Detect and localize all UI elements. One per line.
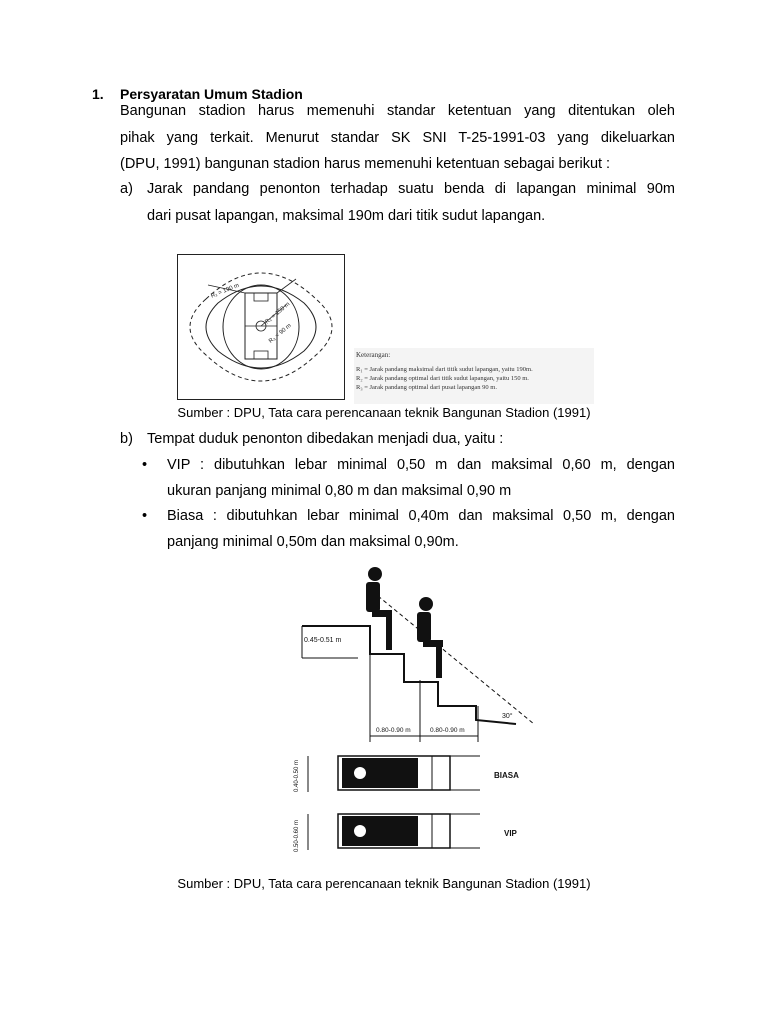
- item-a-label: a): [120, 181, 133, 197]
- sight-line: [378, 596, 534, 724]
- vip-seat-plan: [294, 814, 518, 852]
- bullet-biasa: [142, 503, 675, 555]
- intro-line: (DPU, 1991) bangunan stadion harus memenuhi ketentuan sebagai berikut :: [120, 156, 611, 172]
- legend-title: Keterangan:: [356, 351, 391, 359]
- bullet-line: panjang minimal 0,50m dan maksimal 0,90m.: [167, 534, 459, 550]
- section-number: 1.: [92, 86, 104, 102]
- bullet-line: VIP : dibutuhkan lebar minimal 0,50 m dan maksimal 0,60 m, dengan: [167, 457, 675, 473]
- list-item-a: [120, 176, 675, 229]
- figure2-caption: Sumber : DPU, Tata cara perencanaan teknik Bangunan Stadion (1991): [177, 876, 591, 891]
- bullet-symbol: •: [142, 508, 148, 524]
- vip-label: VIP: [504, 829, 517, 838]
- spectator-figure: [417, 597, 443, 678]
- r2-label: R₂ = 150 m: [264, 301, 292, 326]
- vip-width: 0.50-0.60 m: [294, 819, 300, 852]
- biasa-seat-plan: [294, 756, 519, 792]
- figure1-legend: [354, 348, 594, 404]
- item-b-text: Tempat duduk penonton dibedakan menjadi dua, yaitu :: [147, 431, 504, 447]
- item-a-line: Jarak pandang penonton terhadap suatu benda di lapangan minimal 90m: [147, 181, 675, 197]
- figure1-caption: Sumber : DPU, Tata cara perencanaan teknik Bangunan Stadion (1991): [177, 405, 591, 420]
- bullet-line: ukuran panjang minimal 0,80 m dan maksimal 0,90 m: [167, 483, 512, 499]
- intro-line: Bangunan stadion harus memenuhi standar ketentuan yang ditentukan oleh: [120, 103, 675, 119]
- bullet-vip: [142, 452, 675, 504]
- seating-section-diagram: [280, 560, 540, 870]
- legend-item: R₂ = Jarak pandang optimal dari titik sudut lapangan, yaitu 150 m.: [356, 375, 529, 382]
- legend-item: R₁ = Jarak pandang maksimal dari titik sudut lapangan, yaitu 190m.: [356, 366, 533, 373]
- item-b-label: b): [120, 431, 133, 447]
- r3-label: R₃ = 90 m: [268, 322, 293, 345]
- bullet-line: Biasa : dibutuhkan lebar minimal 0,40m dan maksimal 0,50 m, dengan: [167, 508, 675, 524]
- depth-dimension: 0.80-0.90 m: [430, 727, 465, 734]
- stadium-plan-drawing: [178, 255, 344, 399]
- biasa-width: 0.40-0.50 m: [294, 759, 300, 792]
- legend-item: R₃ = Jarak pandang optimal dari pusat lapangan 90 m.: [356, 384, 497, 391]
- biasa-label: BIASA: [494, 771, 519, 780]
- angle-label: 30°: [502, 713, 513, 720]
- item-a-line: dari pusat lapangan, maksimal 190m dari titik sudut lapangan.: [147, 207, 546, 224]
- r1-label: R₁ = 190 m: [210, 282, 241, 300]
- bullet-symbol: •: [142, 457, 148, 473]
- list-item-b: [120, 426, 675, 453]
- depth-dimension: 0.80-0.90 m: [376, 727, 411, 734]
- intro-paragraph: [120, 98, 675, 178]
- intro-line: pihak yang terkait. Menurut standar SK SNI T-25-1991-03 yang dikeluarkan: [120, 129, 675, 146]
- r1-boundary: [190, 273, 332, 381]
- viewing-distance-diagram: [177, 254, 345, 400]
- seating-drawing: [280, 560, 540, 870]
- height-dimension: 0.45-0.51 m: [304, 637, 342, 644]
- section-title: Persyaratan Umum Stadion: [120, 86, 303, 102]
